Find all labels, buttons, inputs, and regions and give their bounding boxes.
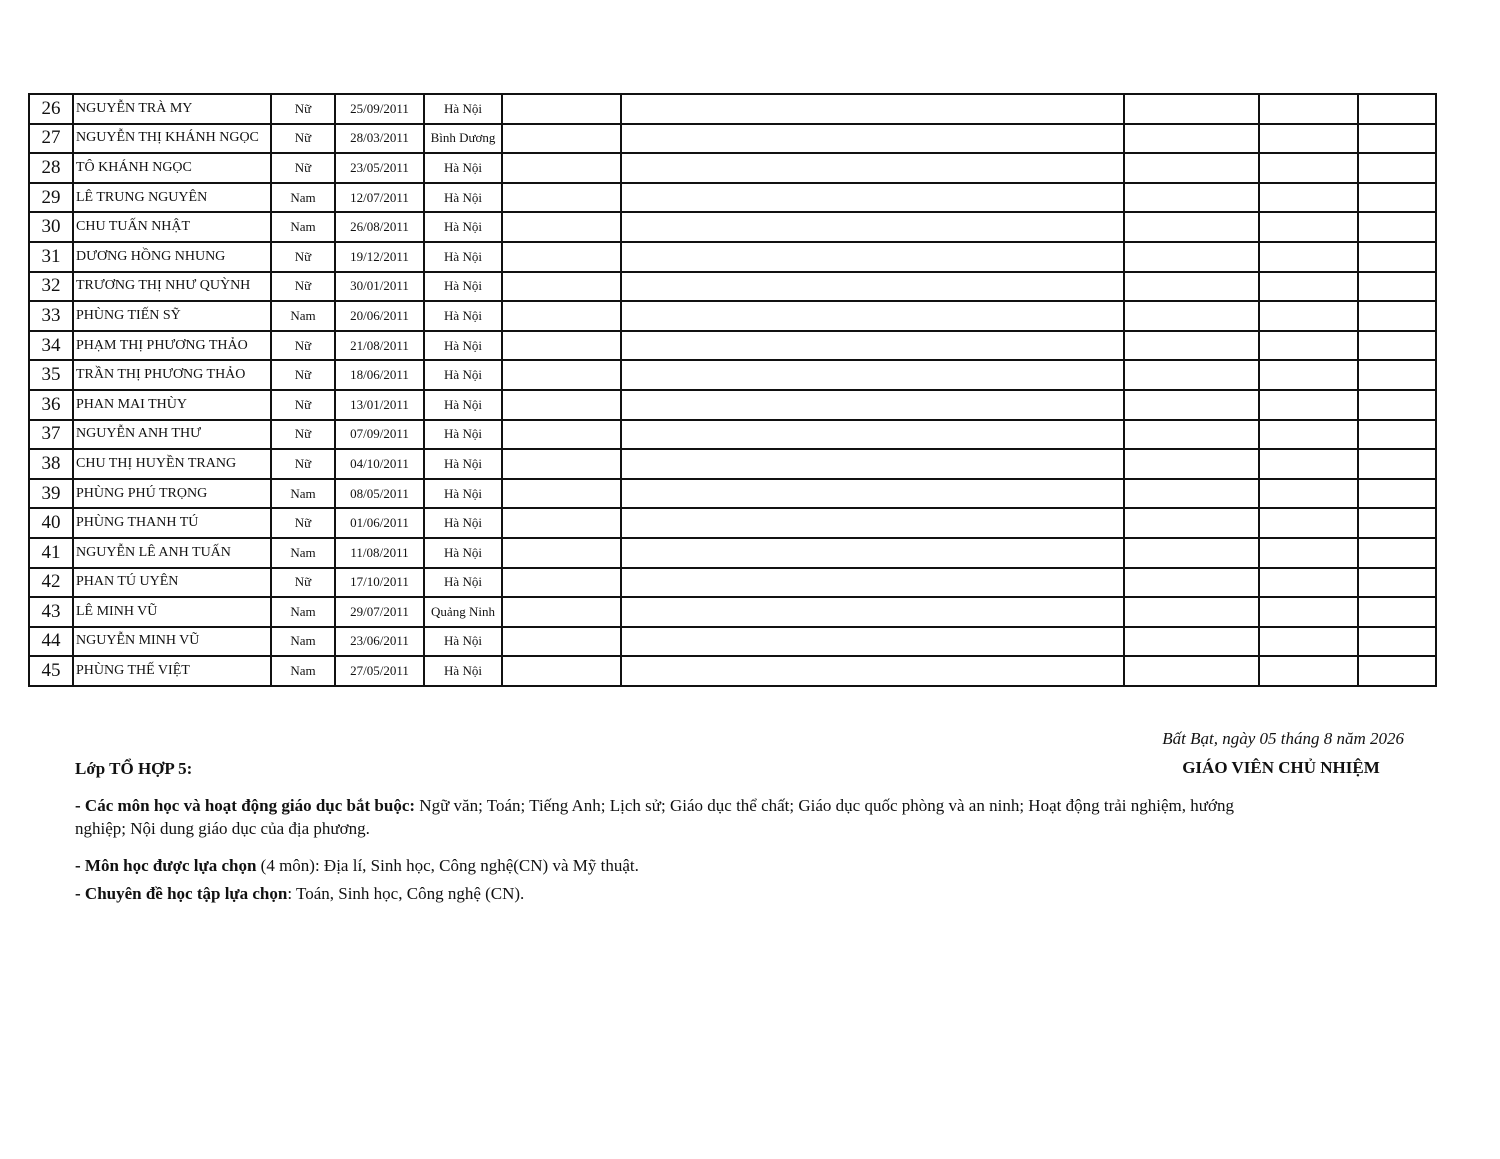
homeroom-teacher-title: GIÁO VIÊN CHỦ NHIỆM [1182, 758, 1380, 777]
birthplace-cell: Hà Nội [424, 183, 502, 213]
gender-cell: Nữ [271, 390, 335, 420]
roster-body [29, 94, 1436, 686]
student-name-cell: PHAN TÚ UYÊN [73, 568, 271, 598]
empty-cell [1259, 272, 1358, 302]
gender-cell: Nam [271, 656, 335, 686]
birthplace-cell: Hà Nội [424, 508, 502, 538]
birth-date-cell: 19/12/2011 [335, 242, 424, 272]
empty-cell [1358, 449, 1436, 479]
table-row [29, 331, 1436, 361]
empty-cell [1259, 568, 1358, 598]
gender-cell: Nam [271, 183, 335, 213]
empty-cell [502, 212, 621, 242]
empty-cell [1124, 301, 1259, 331]
empty-cell [1358, 597, 1436, 627]
table-row [29, 656, 1436, 686]
empty-cell [1124, 331, 1259, 361]
empty-cell [1124, 153, 1259, 183]
empty-cell [502, 568, 621, 598]
empty-cell [621, 390, 1124, 420]
row-number-cell: 45 [29, 656, 73, 686]
gender-cell: Nam [271, 597, 335, 627]
row-number-cell: 29 [29, 183, 73, 213]
birthplace-cell: Hà Nội [424, 538, 502, 568]
empty-cell [621, 597, 1124, 627]
gender-cell: Nữ [271, 153, 335, 183]
empty-cell [621, 272, 1124, 302]
birthplace-cell: Hà Nội [424, 656, 502, 686]
birth-date-cell: 18/06/2011 [335, 360, 424, 390]
elective-subjects-text: (4 môn): Địa lí, Sinh học, Công nghệ(CN) và Mỹ thuật. [256, 856, 639, 875]
row-number-cell: 32 [29, 272, 73, 302]
required-subjects-label: - Các môn học và hoạt động giáo dục bắt buộc: [75, 796, 416, 815]
gender-cell: Nữ [271, 94, 335, 124]
empty-cell [1124, 479, 1259, 509]
empty-cell [1358, 360, 1436, 390]
row-number-cell: 34 [29, 331, 73, 361]
birth-date-cell: 30/01/2011 [335, 272, 424, 302]
birth-date-cell: 28/03/2011 [335, 124, 424, 154]
empty-cell [1259, 508, 1358, 538]
student-name-cell: PHÙNG THẾ VIỆT [73, 656, 271, 686]
row-number-cell: 36 [29, 390, 73, 420]
empty-cell [621, 479, 1124, 509]
birth-date-cell: 08/05/2011 [335, 479, 424, 509]
empty-cell [502, 242, 621, 272]
row-number-cell: 44 [29, 627, 73, 657]
empty-cell [621, 212, 1124, 242]
birth-date-cell: 21/08/2011 [335, 331, 424, 361]
empty-cell [1124, 360, 1259, 390]
empty-cell [1358, 331, 1436, 361]
table-row [29, 597, 1436, 627]
row-number-cell: 39 [29, 479, 73, 509]
student-name-cell: TRƯƠNG THỊ NHƯ QUỲNH [73, 272, 271, 302]
birth-date-cell: 01/06/2011 [335, 508, 424, 538]
birth-date-cell: 12/07/2011 [335, 183, 424, 213]
empty-cell [621, 538, 1124, 568]
student-name-cell: LÊ TRUNG NGUYÊN [73, 183, 271, 213]
empty-cell [1259, 183, 1358, 213]
table-row [29, 272, 1436, 302]
gender-cell: Nam [271, 538, 335, 568]
empty-cell [1259, 124, 1358, 154]
empty-cell [621, 568, 1124, 598]
empty-cell [1358, 538, 1436, 568]
empty-cell [1358, 390, 1436, 420]
birth-date-cell: 04/10/2011 [335, 449, 424, 479]
birthplace-cell: Hà Nội [424, 94, 502, 124]
student-name-cell: CHU THỊ HUYỀN TRANG [73, 449, 271, 479]
table-row [29, 94, 1436, 124]
table-row [29, 449, 1436, 479]
birth-date-cell: 07/09/2011 [335, 420, 424, 450]
empty-cell [502, 331, 621, 361]
empty-cell [502, 538, 621, 568]
row-number-cell: 33 [29, 301, 73, 331]
gender-cell: Nam [271, 479, 335, 509]
empty-cell [1259, 331, 1358, 361]
student-name-cell: TRẦN THỊ PHƯƠNG THẢO [73, 360, 271, 390]
birth-date-cell: 29/07/2011 [335, 597, 424, 627]
empty-cell [502, 627, 621, 657]
empty-cell [1124, 568, 1259, 598]
student-name-cell: TÔ KHÁNH NGỌC [73, 153, 271, 183]
empty-cell [502, 360, 621, 390]
empty-cell [1358, 124, 1436, 154]
student-name-cell: DƯƠNG HỒNG NHUNG [73, 242, 271, 272]
empty-cell [1259, 479, 1358, 509]
student-name-cell: LÊ MINH VŨ [73, 597, 271, 627]
gender-cell: Nam [271, 212, 335, 242]
empty-cell [1259, 627, 1358, 657]
place-date-line: Bất Bạt, ngày 05 tháng 8 năm 2026 [1162, 729, 1404, 748]
table-row [29, 390, 1436, 420]
birthplace-cell: Hà Nội [424, 627, 502, 657]
student-name-cell: PHAN MAI THÙY [73, 390, 271, 420]
birthplace-cell: Hà Nội [424, 360, 502, 390]
empty-cell [502, 479, 621, 509]
student-name-cell: NGUYỄN TRÀ MY [73, 94, 271, 124]
empty-cell [1358, 183, 1436, 213]
empty-cell [502, 390, 621, 420]
elective-subjects-note [75, 854, 1175, 877]
empty-cell [1358, 420, 1436, 450]
study-topics-note [75, 882, 1175, 905]
empty-cell [502, 420, 621, 450]
table-row [29, 124, 1436, 154]
birth-date-cell: 20/06/2011 [335, 301, 424, 331]
table-row [29, 538, 1436, 568]
birth-date-cell: 25/09/2011 [335, 94, 424, 124]
row-number-cell: 37 [29, 420, 73, 450]
gender-cell: Nữ [271, 508, 335, 538]
empty-cell [1358, 212, 1436, 242]
birth-date-cell: 23/06/2011 [335, 627, 424, 657]
table-row [29, 242, 1436, 272]
empty-cell [502, 656, 621, 686]
birthplace-cell: Quảng Ninh [424, 597, 502, 627]
birthplace-cell: Hà Nội [424, 331, 502, 361]
row-number-cell: 30 [29, 212, 73, 242]
empty-cell [1124, 449, 1259, 479]
student-name-cell: PHÙNG PHÚ TRỌNG [73, 479, 271, 509]
table-row [29, 627, 1436, 657]
birthplace-cell: Hà Nội [424, 449, 502, 479]
student-name-cell: NGUYỄN LÊ ANH TUẤN [73, 538, 271, 568]
birthplace-cell: Hà Nội [424, 272, 502, 302]
table-row [29, 301, 1436, 331]
empty-cell [621, 153, 1124, 183]
empty-cell [1124, 183, 1259, 213]
empty-cell [1358, 568, 1436, 598]
empty-cell [1124, 508, 1259, 538]
empty-cell [621, 420, 1124, 450]
student-roster-table [28, 93, 1437, 687]
birthplace-cell: Bình Dương [424, 124, 502, 154]
row-number-cell: 35 [29, 360, 73, 390]
empty-cell [1259, 449, 1358, 479]
row-number-cell: 40 [29, 508, 73, 538]
empty-cell [1259, 538, 1358, 568]
empty-cell [1259, 597, 1358, 627]
row-number-cell: 26 [29, 94, 73, 124]
empty-cell [621, 301, 1124, 331]
birthplace-cell: Hà Nội [424, 242, 502, 272]
study-topics-text: : Toán, Sinh học, Công nghệ (CN). [287, 884, 525, 903]
empty-cell [1358, 508, 1436, 538]
empty-cell [1124, 627, 1259, 657]
table-row [29, 153, 1436, 183]
student-name-cell: PHẠM THỊ PHƯƠNG THẢO [73, 331, 271, 361]
empty-cell [1124, 420, 1259, 450]
birth-date-cell: 27/05/2011 [335, 656, 424, 686]
empty-cell [621, 656, 1124, 686]
empty-cell [621, 183, 1124, 213]
birthplace-cell: Hà Nội [424, 390, 502, 420]
birth-date-cell: 13/01/2011 [335, 390, 424, 420]
study-topics-label: - Chuyên đề học tập lựa chọn [75, 884, 288, 903]
table-row [29, 479, 1436, 509]
empty-cell [1124, 656, 1259, 686]
table-row [29, 568, 1436, 598]
gender-cell: Nữ [271, 360, 335, 390]
gender-cell: Nữ [271, 449, 335, 479]
empty-cell [502, 183, 621, 213]
gender-cell: Nữ [271, 272, 335, 302]
empty-cell [502, 449, 621, 479]
empty-cell [1259, 301, 1358, 331]
birth-date-cell: 11/08/2011 [335, 538, 424, 568]
birthplace-cell: Hà Nội [424, 212, 502, 242]
empty-cell [502, 94, 621, 124]
empty-cell [621, 94, 1124, 124]
gender-cell: Nữ [271, 124, 335, 154]
row-number-cell: 31 [29, 242, 73, 272]
empty-cell [1124, 242, 1259, 272]
row-number-cell: 27 [29, 124, 73, 154]
empty-cell [621, 508, 1124, 538]
empty-cell [1259, 153, 1358, 183]
empty-cell [1358, 272, 1436, 302]
birthplace-cell: Hà Nội [424, 420, 502, 450]
table-row [29, 212, 1436, 242]
gender-cell: Nữ [271, 331, 335, 361]
empty-cell [621, 360, 1124, 390]
student-name-cell: NGUYỄN ANH THƯ [73, 420, 271, 450]
empty-cell [1358, 153, 1436, 183]
empty-cell [502, 508, 621, 538]
empty-cell [1358, 656, 1436, 686]
empty-cell [502, 597, 621, 627]
birth-date-cell: 26/08/2011 [335, 212, 424, 242]
empty-cell [1358, 242, 1436, 272]
row-number-cell: 43 [29, 597, 73, 627]
table-row [29, 508, 1436, 538]
empty-cell [1358, 479, 1436, 509]
empty-cell [1358, 627, 1436, 657]
gender-cell: Nữ [271, 420, 335, 450]
table-row [29, 360, 1436, 390]
row-number-cell: 28 [29, 153, 73, 183]
birthplace-cell: Hà Nội [424, 479, 502, 509]
student-name-cell: NGUYỄN MINH VŨ [73, 627, 271, 657]
gender-cell: Nữ [271, 242, 335, 272]
empty-cell [1124, 94, 1259, 124]
empty-cell [1358, 301, 1436, 331]
required-subjects-note [75, 794, 1255, 840]
student-name-cell: NGUYỄN THỊ KHÁNH NGỌC [73, 124, 271, 154]
birthplace-cell: Hà Nội [424, 301, 502, 331]
birth-date-cell: 23/05/2011 [335, 153, 424, 183]
empty-cell [1259, 360, 1358, 390]
empty-cell [502, 124, 621, 154]
gender-cell: Nữ [271, 568, 335, 598]
empty-cell [1259, 390, 1358, 420]
student-name-cell: PHÙNG TIẾN SỸ [73, 301, 271, 331]
birthplace-cell: Hà Nội [424, 153, 502, 183]
table-row [29, 420, 1436, 450]
gender-cell: Nam [271, 301, 335, 331]
elective-subjects-label: - Môn học được lựa chọn [75, 856, 257, 875]
empty-cell [1124, 390, 1259, 420]
empty-cell [1259, 656, 1358, 686]
row-number-cell: 38 [29, 449, 73, 479]
empty-cell [1259, 94, 1358, 124]
empty-cell [1124, 272, 1259, 302]
empty-cell [1358, 94, 1436, 124]
empty-cell [621, 242, 1124, 272]
table-row [29, 183, 1436, 213]
class-title: Lớp TỔ HỢP 5: [75, 759, 193, 778]
row-number-cell: 42 [29, 568, 73, 598]
empty-cell [502, 272, 621, 302]
empty-cell [1124, 597, 1259, 627]
empty-cell [1124, 212, 1259, 242]
empty-cell [502, 301, 621, 331]
empty-cell [621, 331, 1124, 361]
birthplace-cell: Hà Nội [424, 568, 502, 598]
required-subjects-text: Ngữ văn; Toán; Tiếng Anh; Lịch sử; Giáo dục thể chất; Giáo dục quốc phòng và an ninh; Hoạt động trải nghiệm, hướng nghiệp; Nội dung giáo dục của địa phương. [75, 796, 1234, 838]
empty-cell [621, 449, 1124, 479]
empty-cell [621, 124, 1124, 154]
birth-date-cell: 17/10/2011 [335, 568, 424, 598]
empty-cell [1124, 538, 1259, 568]
empty-cell [1259, 242, 1358, 272]
empty-cell [621, 627, 1124, 657]
gender-cell: Nam [271, 627, 335, 657]
student-name-cell: PHÙNG THANH TÚ [73, 508, 271, 538]
empty-cell [1124, 124, 1259, 154]
empty-cell [1259, 420, 1358, 450]
row-number-cell: 41 [29, 538, 73, 568]
empty-cell [502, 153, 621, 183]
student-name-cell: CHU TUẤN NHẬT [73, 212, 271, 242]
empty-cell [1259, 212, 1358, 242]
